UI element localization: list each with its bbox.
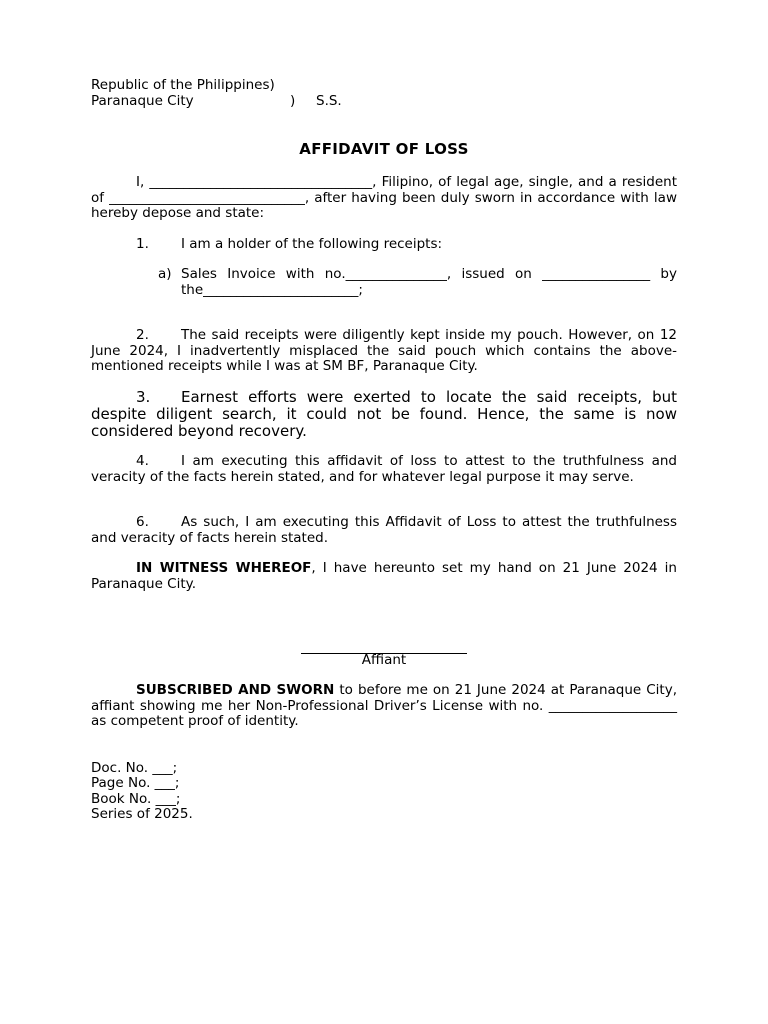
venue-line-1	[91, 78, 275, 94]
item-3-text: Earnest efforts were exerted to locate the said receipts, but despite diligent search, it could not be found. Hence, the same is now considered beyond recovery.	[91, 388, 677, 440]
item-1	[136, 236, 442, 252]
witness-paragraph	[91, 561, 677, 592]
witness-lead: IN WITNESS WHEREOF	[136, 560, 312, 576]
item-1-number: 1.	[136, 236, 149, 252]
item-1a	[158, 267, 677, 298]
venue-line-2	[91, 93, 342, 110]
item-2-number: 2.	[136, 327, 149, 343]
jurat-lead: SUBSCRIBED AND SWORN	[136, 682, 335, 698]
item-6-text: As such, I am executing this Affidavit of Loss to attest the truthfulness and veracity of facts herein stated.	[91, 514, 677, 546]
item-1a-label: a)	[158, 266, 172, 282]
notarial-register	[91, 761, 193, 823]
venue-republic: Republic of the Philippines)	[91, 77, 275, 93]
venue-city: Paranaque City	[91, 93, 194, 109]
item-3	[91, 389, 677, 440]
witness-text: , I have hereunto set my hand on 21 June 2024 in Paranaque City.	[91, 560, 677, 592]
page-number: Page No. ___;	[91, 775, 180, 792]
doc-number: Doc. No. ___;	[91, 760, 178, 776]
item-2	[91, 328, 677, 375]
item-4	[91, 454, 677, 485]
venue-paren: )	[290, 93, 296, 109]
intro-paragraph: I, _________________________________, Filipino, of legal age, single, and a resident of _____________________________, after having been duly sworn in accordance with law hereby depose and state:	[91, 174, 677, 221]
venue-ss: S.S.	[316, 93, 342, 109]
jurat-text: to before me on 21 June 2024 at Paranaque City, affiant showing me her Non-Professional Driver’s License with no. ___________________ as competent proof of identity.	[91, 682, 677, 729]
affiant-label: Affiant	[361, 652, 407, 668]
item-3-number: 3.	[136, 388, 151, 406]
item-1-text: I am a holder of the following receipts:	[181, 236, 443, 252]
item-4-number: 4.	[136, 453, 149, 469]
item-4-text: I am executing this affidavit of loss to attest to the truthfulness and veracity of the facts herein stated, and for whatever legal purpose it may serve.	[91, 453, 677, 485]
series-year: Series of 2025.	[91, 806, 193, 823]
item-6	[91, 515, 677, 546]
item-2-text: The said receipts were diligently kept inside my pouch. However, on 12 June 2024, I inadvertently misplaced the said pouch which contains the above-mentioned receipts while I was at SM BF, Paranaque City.	[91, 327, 677, 374]
book-number: Book No. ___;	[91, 790, 181, 807]
item-6-number: 6.	[136, 514, 149, 530]
jurat-paragraph	[91, 683, 677, 730]
document-title: AFFIDAVIT OF LOSS	[299, 140, 469, 158]
item-1a-text: Sales Invoice with no._______________, issued on ________________ by the_______________________;	[181, 266, 677, 298]
